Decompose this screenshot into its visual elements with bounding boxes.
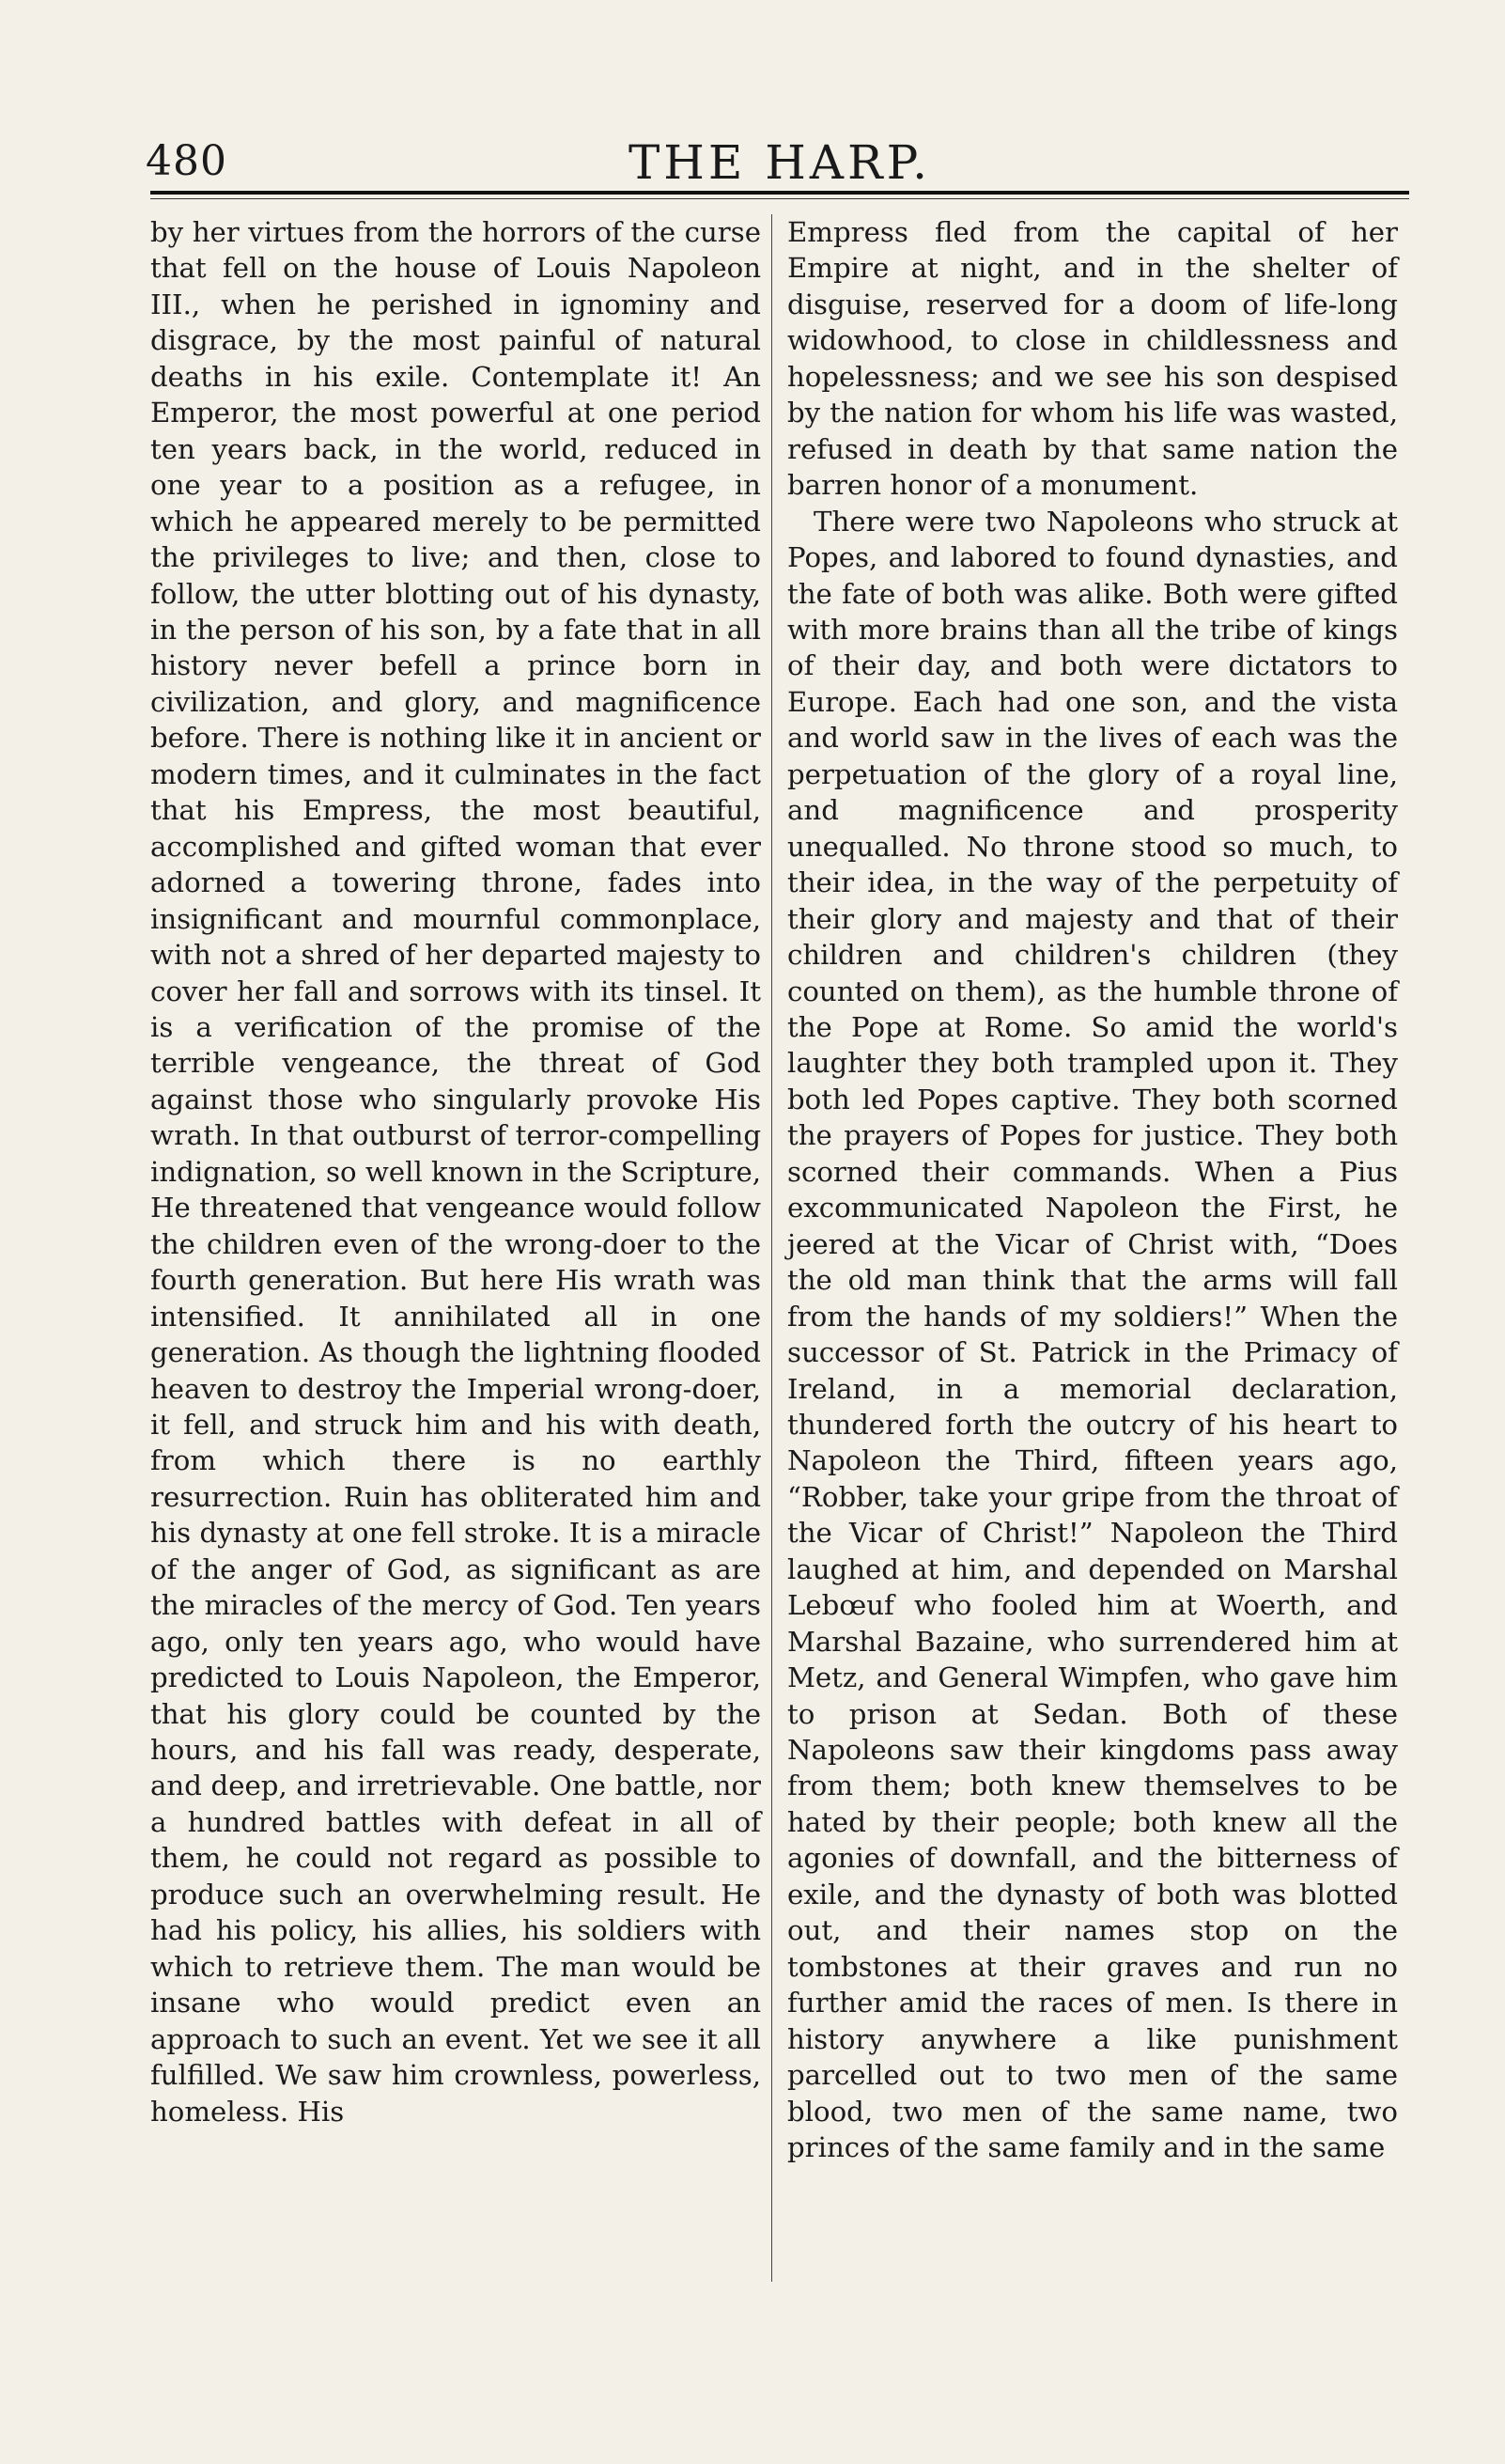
- right-column-paragraph-2: There were two Napoleons who struck at Popes, and labored to found dynasties, and the fate of both was alike. Both were gifted with more brains than all the tribe of kings of their day, and both were dictators to Europe. Each had one son, and the vista and world saw in the lives of each was the perpetuation of the glory of a royal line, and magnificence and prosperity unequalled. No throne stood so much, to their idea, in the way of the perpetuity of their glory and majesty and that of their children and children's children (they counted on them), as the humble throne of the Pope at Rome. So amid the world's laughter they both trampled upon it. They both led Popes captive. They both scorned the prayers of Popes for justice. They both scorned their commands. When a Pius excommunicated Napoleon the First, he jeered at the Vicar of Christ with, “Does the old man think that the arms will fall from the hands of my soldiers!” When the successor of St. Patrick in the Primacy of Ireland, in a memorial declaration, thundered forth the outcry of his heart to Napoleon the Third, fifteen years ago, “Robber, take your gripe from the throat of the Vicar of Christ!” Napoleon the Third laughed at him, and depended on Marshal Lebœuf who fooled him at Woerth, and Marshal Bazaine, who surrendered him at Metz, and General Wimpfen, who gave him to prison at Sedan. Both of these Napoleons saw their kingdoms pass away from them; both knew themselves to be hated by their people; both knew all the agonies of downfall, and the bitterness of exile, and the dynasty of both was blotted out, and their names stop on the tombstones at their graves and run no further amid the races of men. Is there in history anywhere a like punishment parcelled out to two men of the same blood, two men of the same name, two princes of the same family and in the same: [787, 505, 1398, 2164]
- right-column-paragraph-1: Empress fled from the capital of her Empire at night, and in the shelter of disguise, reserved for a doom of life-long widowhood, to close in childlessness and hopelessness; and we see his son despised by the nation for whom his life was wasted, refused in death by that same nation the barren honor of a monument.: [787, 216, 1398, 502]
- page-number: 480: [146, 137, 227, 185]
- page-header: [132, 132, 1428, 188]
- column-divider: [771, 214, 772, 2282]
- right-column: [787, 214, 1398, 2165]
- left-column-paragraph: by her virtues from the horrors of the curse that fell on the house of Louis Napoleon III., when he perished in ignominy and disgrace, by the most painful of natural deaths in his exile. Contemplate it! An Emperor, the most powerful at one period ten years back, in the world, reduced in one year to a position as a refugee, in which he appeared merely to be permitted the privileges to live; and then, close to follow, the utter blotting out of his dynasty, in the person of his son, by a fate that in all history never befell a prince born in civilization, and glory, and magnificence before. There is nothing like it in ancient or modern times, and it culminates in the fact that his Empress, the most beautiful, accomplished and gifted woman that ever adorned a towering throne, fades into insignificant and mournful commonplace, with not a shred of her departed majesty to cover her fall and sorrows with its tinsel. It is a verification of the promise of the terrible vengeance, the threat of God against those who singularly provoke His wrath. In that outburst of terror-compelling indignation, so well known in the Scripture, He threatened that vengeance would follow the children even of the wrong-doer to the fourth generation. But here His wrath was intensified. It annihilated all in one generation. As though the lightning flooded heaven to destroy the Imperial wrong-doer, it fell, and struck him and his with death, from which there is no earthly resurrection. Ruin has obliterated him and his dynasty at one fell stroke. It is a miracle of the anger of God, as significant as are the miracles of the mercy of God. Ten years ago, only ten years ago, who would have predicted to Louis Napoleon, the Emperor, that his glory could be counted by the hours, and his fall was ready, desperate, and deep, and irretrievable. One battle, nor a hundred battles with defeat in all of them, he could not regard as possible to produce such an overwhelming result. He had his policy, his allies, his soldiers with which to retrieve them. The man would be insane who would predict even an approach to such an event. Yet we see it all fulfilled. We saw him crownless, powerless, homeless. His: [150, 216, 762, 2128]
- header-rule-thin: [150, 198, 1409, 199]
- running-title: THE HARP.: [628, 135, 932, 190]
- header-rule-thick: [150, 191, 1409, 195]
- left-column: [150, 214, 761, 2129]
